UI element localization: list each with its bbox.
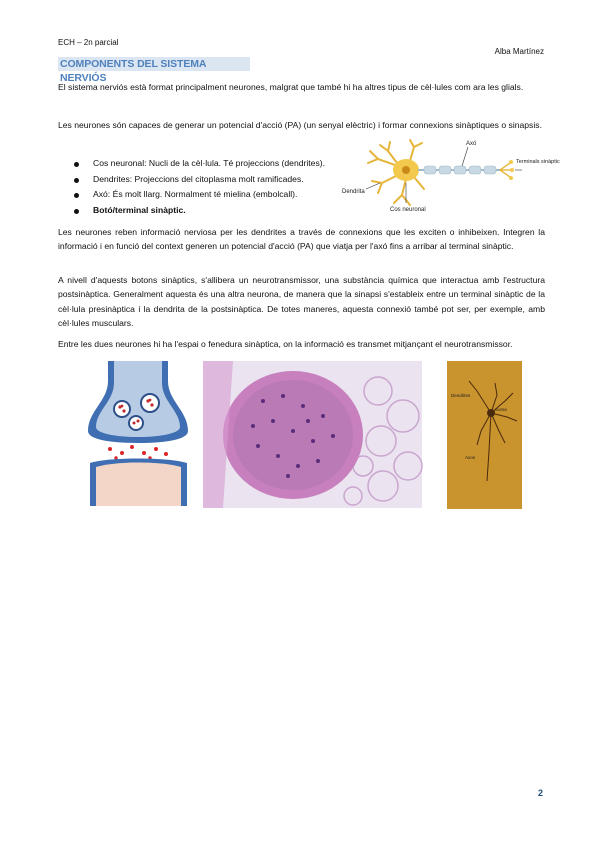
micrograph-label-dendrites: Dendrites (451, 393, 471, 398)
list-item: Axó: És molt llarg. Normalment té mielina (embolcall). (72, 187, 325, 203)
label-axon: Axó (466, 141, 477, 147)
paragraph-integration: Les neurones reben informació nerviosa per les dendrites a través de connexions que les exciten o inhibeixen. Integren la informació i en funció del context generen un potencial d'acció (PA) que viatja per l'axó fins a arribar al terminal sinàptic. (58, 227, 545, 252)
list-item: Cos neuronal: Nucli de la cèl·lula. Té projeccions (dendrites). (72, 156, 325, 172)
neuron-micrograph-image (447, 361, 522, 509)
label-soma: Cos neuronal (390, 207, 426, 213)
paragraph-cleft: Entre les dues neurones hi ha l'espai o fenedura sinàptica, on la informació es transmet mitjançant el neurotransmissor. (58, 339, 513, 349)
synapse-illustration (88, 361, 189, 506)
header-author: Alba Martínez (494, 47, 544, 56)
nerve-histology-image (203, 361, 422, 508)
label-terminals: Terminals sinàptic (516, 159, 560, 165)
list-item: Dendrites: Projeccions del citoplasma molt ramificades. (72, 172, 325, 188)
neuron-parts-list (72, 156, 325, 218)
header-course: ECH – 2n parcial (58, 38, 119, 47)
page-number: 2 (537, 788, 543, 798)
micrograph-label-soma: Soma (495, 407, 507, 412)
micrograph-label-axon: Axon (465, 455, 476, 460)
paragraph-synapse: A nivell d'aquests botons sinàptics, s'allibera un neurotransmissor, una substància química que interactua amb l'estructura postsinàptica. Generalment aquesta és una altra neurona, de manera que la sinapsi s'estableix entre un terminal sinàptic de la cèl·lula presinàptica i la dendrita de la postsinàptica. De totes maneres, aquesta connexió també pot ser, per exemple, amb cèl·lules musculars. (58, 275, 545, 328)
list-item: Botó/terminal sinàptic. (72, 203, 325, 219)
section-title: COMPONENTS DEL SISTEMA NERVIÓS (58, 57, 250, 71)
label-dendrite: Dendrita (342, 189, 365, 195)
paragraph-intro: El sistema nerviós està format principalment neurones, malgrat que també hi ha altres tipus de cèl·lules com ara les glials. (58, 82, 524, 92)
neuron-diagram (340, 137, 560, 217)
paragraph-neurons: Les neurones són capaces de generar un potencial d'acció (PA) (un senyal elèctric) i formar connexions sinàptiques o sinapsis. (58, 120, 542, 130)
